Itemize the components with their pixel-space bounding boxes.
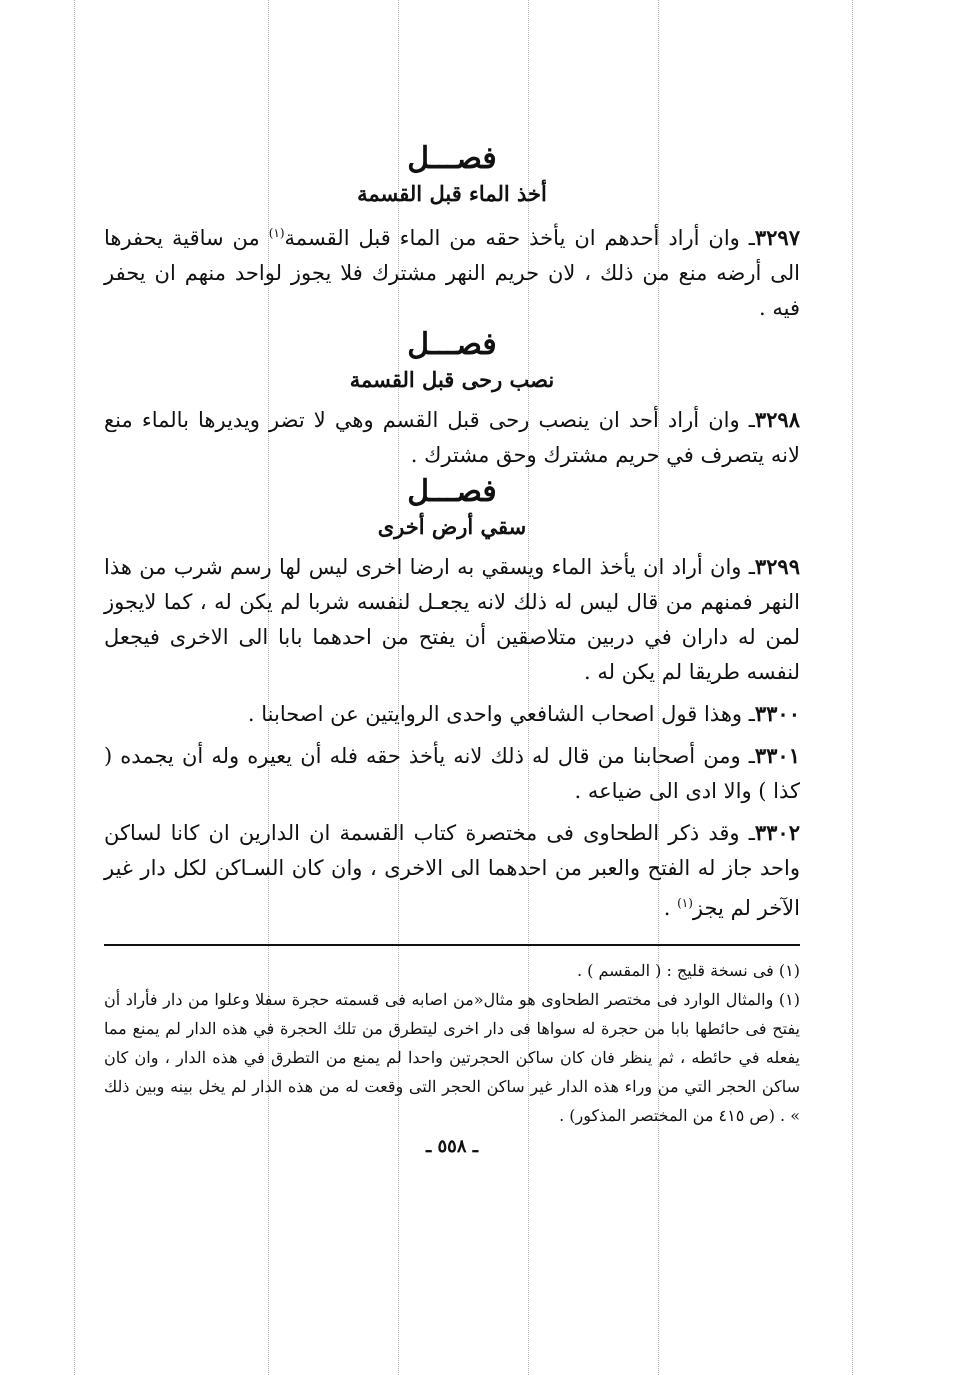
dotted-guide-line [852, 0, 853, 1375]
paragraph-text-continued: من ساقية يحفرها الى أرضه منع من ذلك ، لان حريم النهر مشترك فلا يجوز لواحد منهم ان يحفر فيه . [104, 226, 800, 320]
section-heading: فصـــل [407, 327, 497, 362]
section-heading: فصـــل [407, 474, 497, 509]
footnote-ref[interactable]: (١) [268, 226, 285, 240]
section-heading: فصـــل [407, 141, 497, 176]
paragraph-end: . [663, 896, 678, 920]
paragraph-3300 [104, 696, 800, 732]
paragraph-number: ٣٣٠١ [754, 743, 800, 768]
page-number: ـ ٥٥٨ ـ [425, 1136, 479, 1157]
paragraph-number: ٣٢٩٩ [754, 554, 800, 579]
footnote-1: (١) فى نسخة قليج : ( المقسم ) . [576, 961, 800, 980]
section-title: أخذ الماء قبل القسمة [357, 181, 547, 206]
paragraph-number: ٣٢٩٨ [754, 407, 800, 432]
paragraph-text: ـ وقد ذكر الطحاوى فى مختصرة كتاب القسمة ان الدارين ان كانا لساكن واحد جاز له الفتح والعبر من احدهما الى الاخرى ، وان كان السـاكن لكل دار غير الآخر لم يجز [104, 821, 800, 920]
section-3 [104, 473, 800, 926]
paragraph-3298 [104, 402, 800, 473]
section-2 [104, 326, 800, 473]
paragraph-text: ـ وهذا قول اصحاب الشافعي واحدى الروايتين عن اصحابنا . [247, 702, 755, 726]
paragraph-3297 [104, 216, 800, 326]
paragraph-3301 [104, 738, 800, 809]
paragraph-3299 [104, 549, 800, 690]
footnote-ref[interactable]: (١) [677, 896, 693, 910]
paragraph-number: ٣٣٠٢ [754, 820, 800, 845]
paragraph-text: ـ ومن أصحابنا من قال له ذلك لانه يأخذ حقه فله أن يعيره وله أن يجمده ( كذا ) والا ادى الى ضياعه . [104, 744, 800, 803]
footnotes [104, 956, 800, 1130]
paragraph-3302 [104, 815, 800, 926]
footnote-divider [104, 944, 800, 946]
section-1 [104, 140, 800, 326]
paragraph-text: ـ وان أراد أحدهم ان يأخذ حقه من الماء قبل القسمة [284, 226, 755, 250]
paragraph-number: ٣٢٩٧ [754, 225, 800, 250]
dotted-guide-line [74, 0, 75, 1375]
document-page [104, 140, 800, 1157]
paragraph-number: ٣٣٠٠ [754, 701, 800, 726]
section-title: سقي أرض أخرى [377, 514, 527, 539]
paragraph-text: ـ وان أراد أحد ان ينصب رحى قبل القسم وهي لا تضر ويديرها بالماء منع لانه يتصرف في حريم مشترك وحق مشترك . [104, 408, 800, 467]
section-title: نصب رحى قبل القسمة [349, 367, 555, 392]
footnote-2: (١) والمثال الوارد فى مختصر الطحاوى هو مثال«من اصابه فى قسمته حجرة سفلا وعلوا من دار فأراد أن يفتح فى حائطها بابا من حجرة له سواها فى دار اخرى ليتطرق من تلك الحجرة في هذه الدار لم يمنع مما يفعله في حائطه ، ثم ينظر فان كان ساكن الحجرتين واحدا لم يمنع من التطرق في هذه الدار ، وان كان ساكن الحجر التي من وراء هذه الدار غير ساكن الحجر التى وقعت له من هذه الدار لم يخل بينه وبين ذلك » . (ص ٤١٥ من المختصر المذكور) . [104, 990, 801, 1125]
paragraph-text: ـ وان أراد ان يأخذ الماء ويسقي به ارضا اخرى ليس لها رسم شرب من هذا النهر فمنهم من قال ليس له ذلك لانه يجعـل لنفسه شربا لم يكن له ، كما لايجوز لمن له داران في دربين متلاصقين أن يفتح من احدهما بابا الى الاخرى فيجعل لنفسه طريقا لم يكن له . [104, 555, 800, 684]
